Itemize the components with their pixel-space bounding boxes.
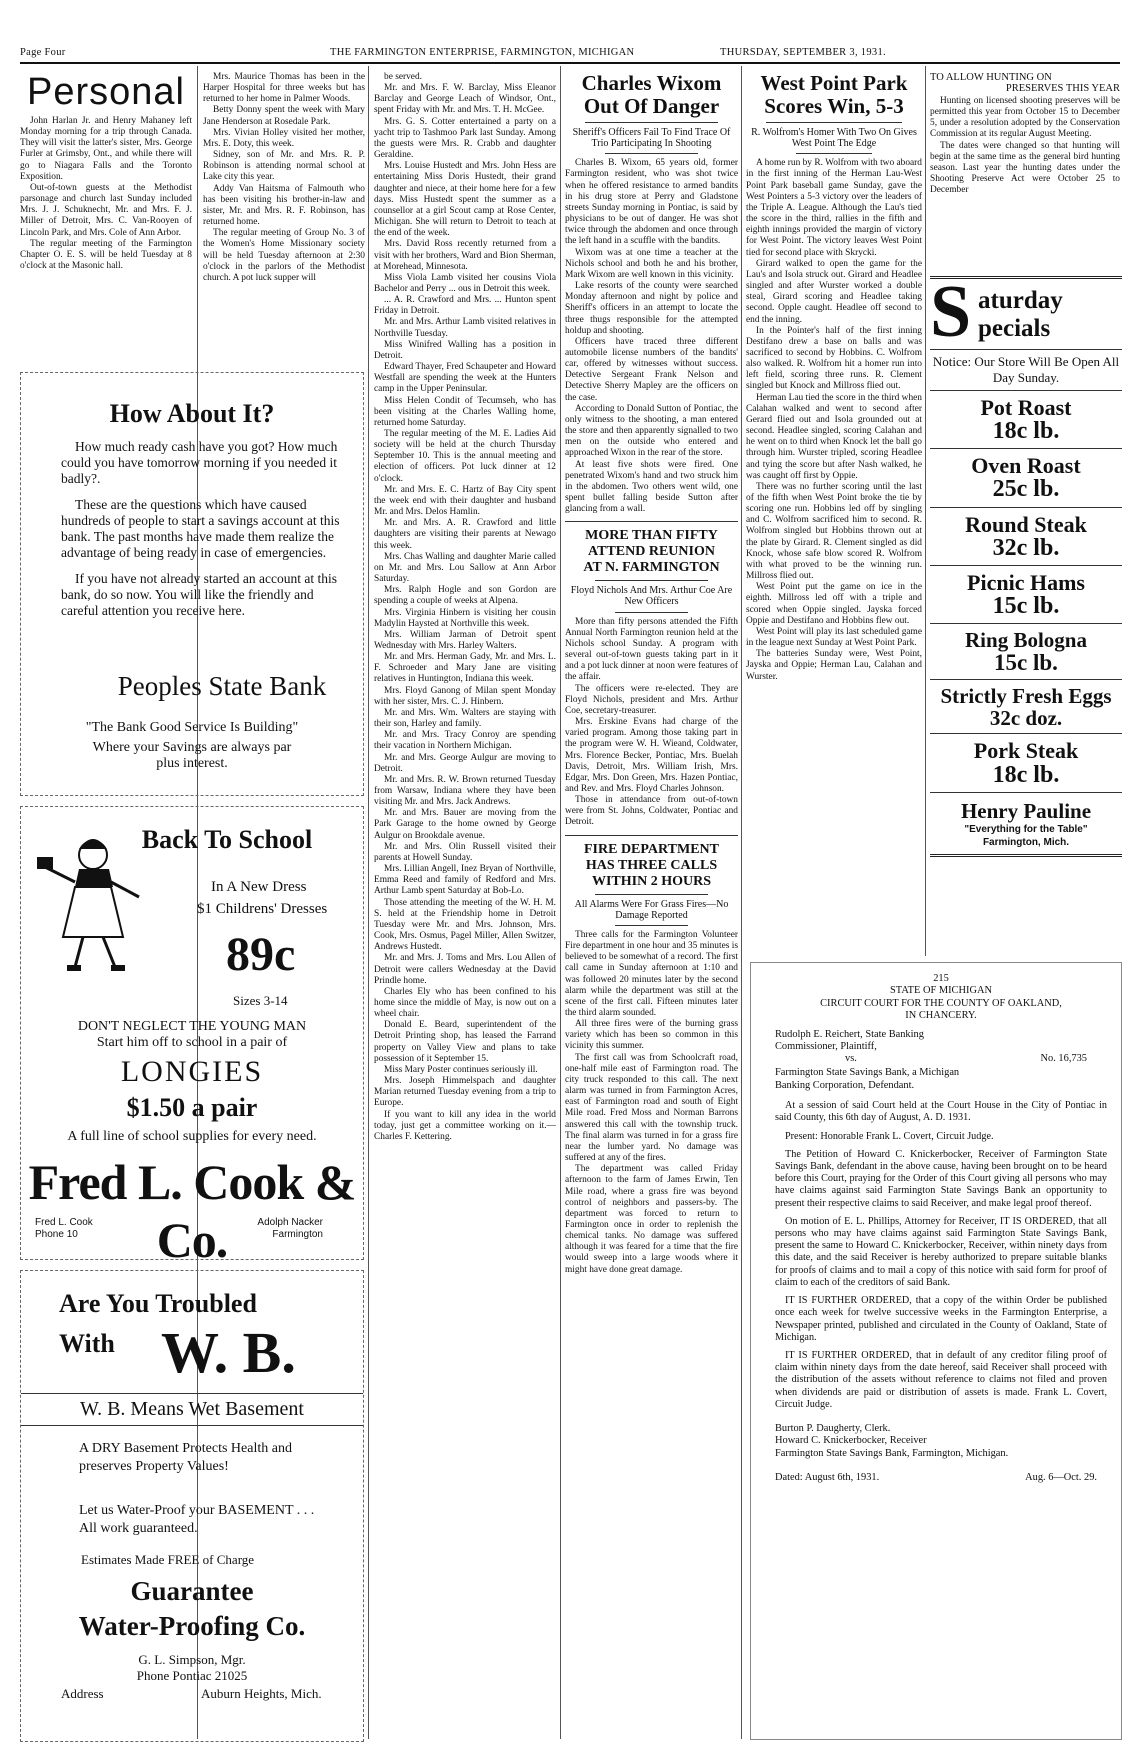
fire-headline-2: HAS THREE CALLS [585, 857, 718, 873]
legal-signature: Howard C. Knickerbocker, Receiver [775, 1435, 927, 1447]
news-item: Addy Van Haitsma of Falmouth who has been visiting his brother-in-law and sister, Mr. and Mrs. R. F. Robinson, has returned home. [203, 183, 365, 228]
news-item: Mrs. Joseph Himmelspach and daughter Marian returned Tuesday evening from a trip to Europe. [374, 1076, 556, 1109]
company-name-1: Guarantee [130, 1576, 254, 1606]
westpoint-paragraph: Herman Lau tied the score in the third when Calahan walked and went to second after Gerard flied out and Isola grounded out at second. Headlee singled, scoring Calahan and he went on to third when Knock let the ball go through him. Wurster tripled, scoring Headlee and tying the score but after Nash walked, he was caught off first by Oppie. [746, 392, 922, 481]
special-item-name: Oven Roast [971, 453, 1081, 479]
special-item [930, 624, 1122, 680]
longies-price: $1.50 a pair [126, 1093, 258, 1122]
news-item: ... A. R. Crawford and Mrs. ... Hunton spent Friday in Detroit. [374, 295, 556, 317]
westpoint-paragraph: The batteries Sunday were, West Point, Jayska and Oppie; Herman Lau, Calahan and Wurster. [746, 649, 922, 682]
news-item: Mrs. David Ross recently returned from a visit with her brothers, Ward and Bion Sherman, at Morehead, Minnesota. [374, 239, 556, 272]
fire-deck: All Alarms Were For Grass Fires—No Damage Reported [574, 898, 729, 921]
news-item: The regular meeting of Group No. 3 of the Women's Home Missionary society will be held Tuesday afternoon at 2:30 o'clock in the parlors of the Methodist church. A pot luck supper will [203, 228, 365, 283]
bank-ad-text: If you have not already started an account at this bank, do so now. You will like the friendly and careful attention you receive here. [61, 571, 338, 618]
westpoint-paragraph: West Point will play its last scheduled game in the league next Sunday at West Point Park. [746, 626, 922, 649]
back-to-school-heading: Back To School [141, 825, 313, 854]
specials-list [930, 391, 1122, 793]
company-phone: Phone Pontiac 21025 [136, 1668, 248, 1683]
longies-brand: LONGIES [120, 1055, 264, 1088]
legal-paragraph: IT IS FURTHER ORDERED, that a copy of the within Order be published once each week for twelve successive weeks in the Farmington Enterprise, a Newspaper printed, published and circulated in the County of Oakland, State of Michigan. [775, 1295, 1107, 1343]
supplies-line: A full line of school supplies for every need. [67, 1129, 317, 1144]
wixom-paragraph: According to Donald Sutton of Pontiac, the only witness to the shooting, a man entered the store and then apparently signalled to two men on the outside who entered and approached Wixon in the rear of the store. [565, 403, 738, 459]
column-rule [741, 66, 742, 1739]
westpoint-paragraph: There was no further scoring until the last of the fifth when West Point broke the tie by scoring one run. Hobbins led off by singling and C. Wolfrom sacrificed him to second. R. Wolfrom singled but Hobbins thrown out at the plate by Girard. R. Clement singled as did Knock, whose safe blow scored R. Wolfrom with what proved to be the winning run. Millross flied out. [746, 481, 922, 582]
fire-paragraph: Three calls for the Farmington Volunteer Fire department in one hour and 35 minutes is believed to be somewhat of a record. The first call came in Sunday afternoon at 1:10 and was followed 20 minutes later by the second alarm while the department was still at the scene of the first call. Fifteen minutes later the third alarm sounded. [565, 929, 738, 1018]
special-item [930, 680, 1122, 734]
special-item [930, 391, 1122, 449]
legal-plaintiff: Rudolph E. Reichert, State Banking Commissioner, Plaintiff, [775, 1028, 924, 1053]
news-item: Miss Mary Poster continues seriously ill. [384, 1064, 538, 1075]
company-manager: G. L. Simpson, Mgr. [138, 1652, 246, 1667]
legal-signature: Burton P. Daugherty, Clerk. [775, 1422, 891, 1434]
personal-column-3 [374, 72, 556, 1740]
specials-initial: S [930, 271, 972, 353]
special-item-price: 25c lb. [992, 476, 1060, 503]
fire-paragraph: The department was called Friday afternoon to the farm of James Erwin, Ten Mile road, where a grass fire was beyond control of neighbors and passers-by. The department was forced to return to Farmington once in order to replenish the chemical tanks. No damage was suffered although it was feared for a time that the fire would sweep into a large woods where it might have done great damage. [565, 1164, 738, 1275]
legal-paragraph: IT IS FURTHER ORDERED, that in default of any creditor filing proof of claim within ninety days from the date hereof, said Receiver shall proceed with the distribution of the assets without reference to claims not filed and proven when dividends are paid or distribution of assets is made. Frank L. Covert, Circuit Judge. [775, 1349, 1107, 1410]
special-item-price: 15c lb. [994, 650, 1058, 676]
news-item: Edward Thayer, Fred Schaupeter and Howard Westfall are spending the week at the Hunters camp in the Upper Peninsular. [374, 362, 556, 395]
special-item-price: 15c lb. [992, 592, 1060, 619]
news-item: Mrs. Louise Hustedt and Mrs. John Hess are entertaining Miss Doris Hustedt, their grand daughter and niece, at their home here for a few days. Miss Hustedt spent the summer as a counsellor at a girl Scout camp at Rose Center, Michigan. She will return to Detroit to teach at the end of the week. [374, 161, 556, 239]
legal-defendant: Farmington State Savings Bank, a Michigan Banking Corporation, Defendant. [775, 1067, 960, 1091]
wb-big: W. B. [161, 1320, 296, 1385]
fred-cook-ad [20, 806, 364, 1268]
wixom-headline-1: Charles Wixom [581, 72, 722, 95]
wb-text: A DRY Basement Protects Health and preserves Property Values! [79, 1441, 292, 1474]
special-item [930, 566, 1122, 624]
wixom-paragraph: Officers have traced three different automobile license numbers of the bandits' car, offered by witnesses without success. Detective Sergeant Frank Nelson and Detective Sherry Mapley are the officers on the case. [565, 336, 738, 403]
news-item: be served. [384, 72, 423, 82]
fire-headline-1: FIRE DEPARTMENT [584, 841, 719, 857]
news-item: Mr. and Mrs. F. W. Barclay, Miss Eleanor Barclay and George Leach of Windsor, Ont., spent Friday with Mr. and Mrs. T. H. McGee. [374, 83, 556, 116]
news-item: Mr. and Mrs. Wm. Walters are staying with their son, Harley and family. [374, 707, 556, 730]
wixom-paragraph: Charles B. Wixom, 65 years old, former Farmington resident, who was shot twice when he offered resistance to armed bandits in his drug store at Perry and Gladstone streets Sunday morning in Pontiac, is said by physicians to be out of danger. He was shot twice through the abdomen and once through the left hand in a scuffle with the bandits. [565, 158, 738, 247]
specials-line-1: aturday [978, 287, 1063, 314]
legal-signature: Farmington State Savings Bank, Farmington, Michigan. [775, 1447, 1009, 1459]
column-rule [925, 66, 926, 956]
bank-tagline: Where your Savings are always par plus interest. [92, 740, 292, 771]
store-name: Fred L. Cook & Co. [28, 1154, 356, 1268]
news-item: Mrs. Floyd Ganong of Milan spent Monday with her sister, Mrs. C. J. Hinbern. [374, 685, 556, 707]
legal-case-number: No. 16,735 [1040, 1053, 1087, 1065]
news-item: Mrs. Lillian Angell, Inez Bryan of Northville, Emma Reed and family of Redford and Mrs. Arthur Lamb spent Saturday at Bob-Lo. [374, 864, 556, 897]
town-right: Farmington [272, 1229, 323, 1240]
company-name-2: Water-Proofing Co. [78, 1611, 306, 1641]
legal-court: CIRCUIT COURT FOR THE COUNTY OF OAKLAND, IN CHANCERY. [820, 997, 1062, 1022]
news-item: Mrs. Maurice Thomas has been in the Harper Hospital for three weeks but has returned to her home in Palmer Woods. [203, 72, 365, 105]
news-item: Mrs. Vivian Holley visited her mother, Mrs. E. Doty, this week. [203, 127, 365, 149]
legal-run-dates: Aug. 6—Oct. 29. [1025, 1472, 1097, 1484]
news-item: Miss Viola Lamb visited her cousins Viola Bachelor and Perry ... ous in Detroit this week. [374, 272, 556, 294]
bank-name: Peoples State Bank [117, 671, 327, 701]
hunting-headline-1: TO ALLOW HUNTING ON [930, 72, 1052, 83]
reunion-paragraph: Mrs. Erskine Evans had charge of the varied program. Among those taking part in the program were W. H. Wieand, Coldwater, Mrs. Florence Becker, Pontiac, Mrs. Buelah Davis, Detroit, Mrs. William Irish, Mrs. Edgar, Mrs. Don Green, Mrs. Hazen Pontiac, and Rev. and Mrs. Floyd Charles Johnson. [565, 717, 738, 794]
westpoint-headline-2: Scores Win, 5-3 [764, 94, 904, 118]
news-item: If you want to kill any idea in the world today, just get a committee working on it.—Charles F. Kettering. [374, 1109, 556, 1142]
bank-slogan: "The Bank Good Service Is Building" [85, 720, 299, 735]
butcher-town: Farmington, Mich. [982, 836, 1070, 848]
special-item-name: Picnic Hams [967, 569, 1085, 595]
hunting-paragraph: Hunting on licensed shooting preserves will be permitted this year from October 15 to December 5, under a resolution adopted by the Conservation Commission at its regular August Meeting. [930, 96, 1120, 140]
special-item-name: Ring Bologna [965, 628, 1087, 653]
news-item: Mr. and Mrs. A. R. Crawford and little daughters are visiting their parents at Newago this week. [374, 518, 556, 551]
page-number: Page Four [20, 47, 66, 58]
westpoint-paragraph: West Point put the game on ice in the eighth. Millross led off with a triple and scored when Oppie singled. Jayska forced Oppie and Destifano and Hobbins flew out. [746, 582, 922, 626]
special-item-name: Pot Roast [980, 395, 1072, 420]
wb-text: Estimates Made FREE of Charge [81, 1552, 255, 1567]
wb-means: W. B. Means Wet Basement [80, 1398, 304, 1420]
personal-paragraph: John Harlan Jr. and Henry Mahaney left Monday morning for a trip through Canada. They will visit the latter's sister, Mrs. George Furler at Grimsby, Ont., and while there will go to Niagara Falls and the Toronto Exposition. [20, 116, 192, 182]
wixom-paragraph: Lake resorts of the county were searched Monday afternoon and night by police and Sheriff's officers in an attempt to locate the three thugs responsible for the attempted holdup and shooting. [565, 281, 738, 336]
special-item [930, 449, 1122, 507]
specials-line-2: pecials [978, 315, 1051, 342]
personal-section [20, 72, 192, 272]
reunion-paragraph: Those in attendance from out-of-town were from St. Johns, Coldwater, Pontiac and Detroit. [565, 795, 738, 828]
reunion-headline-2: ATTEND REUNION [588, 544, 715, 560]
wixom-paragraph: At least five shots were fired. One penetrated Wixom's hand and two struck him in the abdomen. Two others went wild, one spent bullet falling beside Sutton after glancing from a wall. [565, 459, 738, 515]
westpoint-paragraph: Girard walked to open the game for the Lau's and Isola struck out. Girard and Headlee singled and after Wurster worked a double steal, Girard scoring and Headlee taking second. Opple caught. Headlee off second to end the inning. [746, 258, 922, 325]
personal-heading: Personal [27, 71, 185, 113]
with-line: With [59, 1329, 115, 1358]
wixom-deck: Sheriff's Officers Fail To Find Trace Of Trio Participating In Shooting [572, 127, 731, 150]
news-item: Those attending the meeting of the W. H. M. S. held at the Friendship home in Detroit Tuesday were Mr. and Mrs. Johnson, Mrs. Cook, Mrs. Osmus, Pagel Miller, Allen Switzer, Andrews Hustedt. [374, 897, 556, 953]
legal-paragraph: Present: Honorable Frank L. Covert, Circuit Judge. [785, 1130, 994, 1142]
dress-sizes: Sizes 3-14 [233, 993, 288, 1008]
butcher-slogan: "Everything for the Table" [964, 823, 1088, 835]
address-label: Address [61, 1686, 104, 1701]
peoples-bank-ad [20, 372, 364, 796]
news-item: Mrs. Ralph Hogle and son Gordon are spending a couple of weeks at Alpena. [374, 585, 556, 607]
reunion-paragraph: More than fifty persons attended the Fifth Annual North Farmington reunion held at the Nichols school Sunday. A program with several out-of-town guests taking part in it and a pot luck dinner at noon were features of the affair. [565, 616, 738, 683]
issue-date: THURSDAY, SEPTEMBER 3, 1931. [720, 47, 886, 58]
troubled-line: Are You Troubled [59, 1289, 257, 1318]
special-item-price: 18c lb. [992, 418, 1060, 445]
fire-paragraph: All three fires were of the burning grass variety which has been so common in this vicinity this summer. [565, 1019, 738, 1052]
westpoint-article [746, 72, 922, 952]
news-item: Mr. and Mrs. Arthur Lamb visited relatives in Northville Tuesday. [374, 317, 556, 339]
saturday-specials-ad [930, 271, 1122, 956]
fire-headline-3: WITHIN 2 HOURS [591, 873, 712, 889]
news-item: Mr. and Mrs. George Aulgur are moving to Detroit. [374, 752, 556, 774]
hunting-headline-2: PRESERVES THIS YEAR [1005, 83, 1120, 94]
special-item-price: 18c lb. [992, 761, 1060, 788]
personal-continued [203, 72, 365, 362]
special-item [930, 734, 1122, 792]
special-item-name: Strictly Fresh Eggs [940, 684, 1112, 709]
news-item: Miss Helen Condit of Tecumseh, who has been visiting at the Charles Walling home, returned home Saturday. [374, 395, 556, 428]
wixom-paragraph: Wixom was at one time a teacher at the Nichols school and both he and his brother, Mark Wixom are well known in this vicinity. [565, 247, 738, 280]
reunion-headline-1: MORE THAN FIFTY [585, 528, 718, 544]
special-item-name: Pork Steak [973, 738, 1079, 764]
news-item: Mr. and Mrs. Tracy Conroy are spending their vacation in Northern Michigan. [374, 730, 556, 752]
legal-dated: Dated: August 6th, 1931. [775, 1472, 880, 1484]
paper-name: THE FARMINGTON ENTERPRISE, FARMINGTON, MICHIGAN [330, 47, 635, 58]
news-item: Sidney, son of Mr. and Mrs. R. P. Robinson is attending normal school at Lake city this year. [203, 150, 365, 183]
news-item: Donald E. Beard, superintendent of the Detroit Printing shop, has leased the Farrand property on Valley View and plans to take possession of it September 15. [374, 1020, 556, 1064]
westpoint-paragraph: A home run by R. Wolfrom with two aboard in the first inning of the Herman Lau-West Point Park baseball game Sunday, gave the West Pointers a 5-3 victory over the leaders of the Triple A. League. Although the Lau's tied the score in the third, rallies in the fifth and eighth innings provided the margin of victory for West Point. The victory leaves West Point tied for second place with Skrycki. [746, 158, 922, 258]
legal-notice [750, 962, 1122, 1740]
special-item [930, 508, 1122, 566]
wixom-headline-2: Out Of Danger [583, 94, 720, 118]
start-line: Start him off to school in a pair of [96, 1035, 288, 1050]
butcher-name: Henry Pauline [960, 798, 1092, 823]
girl-illustration [35, 827, 155, 977]
neglect-line: DON'T NEGLECT THE YOUNG MAN [77, 1019, 307, 1034]
waterproofing-ad [20, 1270, 364, 1742]
owner-right: Adolph Nacker [257, 1217, 323, 1228]
news-item: Mr. and Mrs. Herman Gady, Mr. and Mrs. L. F. Schroeder and Mary Jane are visiting relatives in Huntington, Indiana this week. [374, 652, 556, 685]
dress-line: $1 Childrens' Dresses [197, 901, 328, 917]
westpoint-headline-1: West Point Park [760, 72, 908, 95]
column-rule [560, 66, 561, 1739]
legal-number: 215 [933, 973, 949, 984]
legal-paragraph: At a session of said Court held at the Court House in the City of Pontiac in said County, this 6th day of August, A. D. 1931. [775, 1100, 1107, 1124]
bank-ad-text: These are the questions which have caused hundreds of people to start a savings account at this bank. The past months have made them realize the advantage of being ready in case of emergencies. [61, 497, 340, 560]
store-notice: Notice: Our Store Will Be Open All Day Sunday. [932, 354, 1120, 385]
news-item: Mrs. Virginia Hinbern is visiting her cousin Madylin Haysted at Northville this week. [374, 607, 556, 629]
dress-price: 89c [226, 928, 296, 981]
hunting-paragraph: The dates were changed so that hunting will begin at the same time as the general bird hunting season. Last year the hunting dates under the Shooting Preserve Act were October 25 to December [930, 140, 1120, 196]
personal-paragraph: Out-of-town guests at the Methodist parsonage and church last Sunday included Mrs. J. J. Schuknecht, Mr. and Mrs. F. J. Miller of Detroit, Mrs. C. Van-Rooyen of Lincoln Park, and Mrs. Cole of Ann Arbor. [20, 182, 192, 238]
personal-paragraph: The regular meeting of the Farmington Chapter O. E. S. will be held Tuesday at 8 o'clock at the Masonic hall. [20, 238, 192, 272]
special-item-price: 32c doz. [989, 706, 1063, 731]
legal-paragraph: The Petition of Howard C. Knickerbocker, Receiver of Farmington State Savings Bank, defendant in the above cause, having been brought on to be heard before this Court, praying for the Order of this Court giving all persons who may have claims against said Farmington State Savings Bank an opportunity to present their respective claims to said Receiver, and make legal proof thereof. [775, 1148, 1107, 1209]
reunion-deck: Floyd Nichols And Mrs. Arthur Coe Are New Officers [570, 585, 733, 608]
news-column-4 [565, 72, 738, 1740]
news-item: Mr. and Mrs. Olin Russell visited their parents at Howell Sunday. [374, 841, 556, 863]
news-item: Miss Winifred Walling has a position in Detroit. [374, 339, 556, 361]
news-item: Mr. and Mrs. Bauer are moving from the Park Garage to the home owned by George Aulgur on Brookdale avenue. [374, 808, 556, 841]
news-item: Mr. and Mrs. J. Toms and Mrs. Lou Allen of Detroit were callers Wednesday at the David Prindle home. [374, 953, 556, 986]
column-rule [368, 66, 369, 1739]
reunion-paragraph: The officers were re-elected. They are Floyd Nichols, president and Mrs. Arthur Coe, secretary-treasurer. [565, 683, 738, 716]
bank-ad-text: How much ready cash have you got? How much could you have tomorrow morning if you needed it badly?. [61, 439, 338, 486]
owner-left: Fred L. Cook [35, 1217, 93, 1228]
reunion-headline-3: AT N. FARMINGTON [583, 560, 720, 576]
news-item: Mrs. William Jarman of Detroit spent Wednesday with Mrs. Harley Walters. [374, 629, 556, 651]
news-item: Charles Ely who has been confined to his home since the middle of May, is now out on a wheel chair. [374, 986, 556, 1020]
news-item: Mr. and Mrs. R. W. Brown returned Tuesday from Warsaw, Indiana where they have been visiting Mr. and Mrs. Jack Andrews. [374, 774, 556, 808]
special-item-name: Round Steak [965, 511, 1087, 537]
news-item: Mrs. Chas Walling and daughter Marie called on Mr. and Mrs. Lou Sallow at Ann Arbor Saturday. [374, 551, 556, 585]
hunting-article [930, 72, 1120, 196]
news-item: Mr. and Mrs. E. C. Hartz of Bay City spent the week end with their daughter and husband Mr. and Mrs. Delos Hamlin. [374, 484, 556, 518]
legal-vs: vs. [845, 1053, 857, 1065]
phone-left: Phone 10 [35, 1229, 78, 1240]
westpoint-deck: R. Wolfrom's Homer With Two On Gives West Point The Edge [751, 127, 917, 150]
legal-state: STATE OF MICHIGAN [890, 985, 992, 997]
masthead [20, 44, 1120, 64]
news-item: Mrs. G. S. Cotter entertained a party on a yacht trip to Tashmoo Park last Sunday. Among the guests were Mrs. R. Crabb and daughter Geraldine. [374, 116, 556, 161]
news-item: The regular meeting of the M. E. Ladies Aid society will be held at the church Thursday September 10. This is the annual meeting and election of officers. Pot luck dinner at 12 o'clock. [374, 429, 556, 484]
address-value: Auburn Heights, Mich. [201, 1686, 322, 1701]
wb-text: Let us Water-Proof your BASEMENT . . . All work guaranteed. [79, 1503, 315, 1536]
dress-line: In A New Dress [211, 879, 307, 895]
bank-ad-heading: How About It? [109, 399, 275, 428]
legal-paragraph: On motion of E. L. Phillips, Attorney for Receiver, IT IS ORDERED, that all persons who may have claims against said Farmington State Savings Bank, present the same to Howard C. Knickerbocker, Receiver, within ninety days from this date, and the said Receiver is hereby authorized to prepare suitable blanks for proofs of claims and to mail a copy of this notice with said form for proof of claim to each of the creditors of said Bank. [775, 1215, 1107, 1288]
westpoint-paragraph: In the Pointer's half of the first inning Destifano drew a base on balls and was sacrificed to second by Hobbins. C. Wolfrom also walked. R. Wolfrom hit a homer run into left field, scoring three runs. R. Clement singled but Knock and Millross flied out. [746, 325, 922, 392]
news-item: Betty Donny spent the week with Mary Jane Henderson at Rosedale Park. [203, 105, 365, 127]
special-item-price: 32c lb. [992, 534, 1060, 561]
fire-paragraph: The first call was from Schoolcraft road, one-half mile east of Farmington road. The city truck responded to this call. The next alarm was turned in from Farmington Acres, east of Farmington road and south of Eight Mile road. Fred Moss and Norman Barrons answered this call with the township truck. The final alarm was turned in for a grass fire near the lumber yard. No damage was suffered at any of the fires. [565, 1052, 738, 1164]
